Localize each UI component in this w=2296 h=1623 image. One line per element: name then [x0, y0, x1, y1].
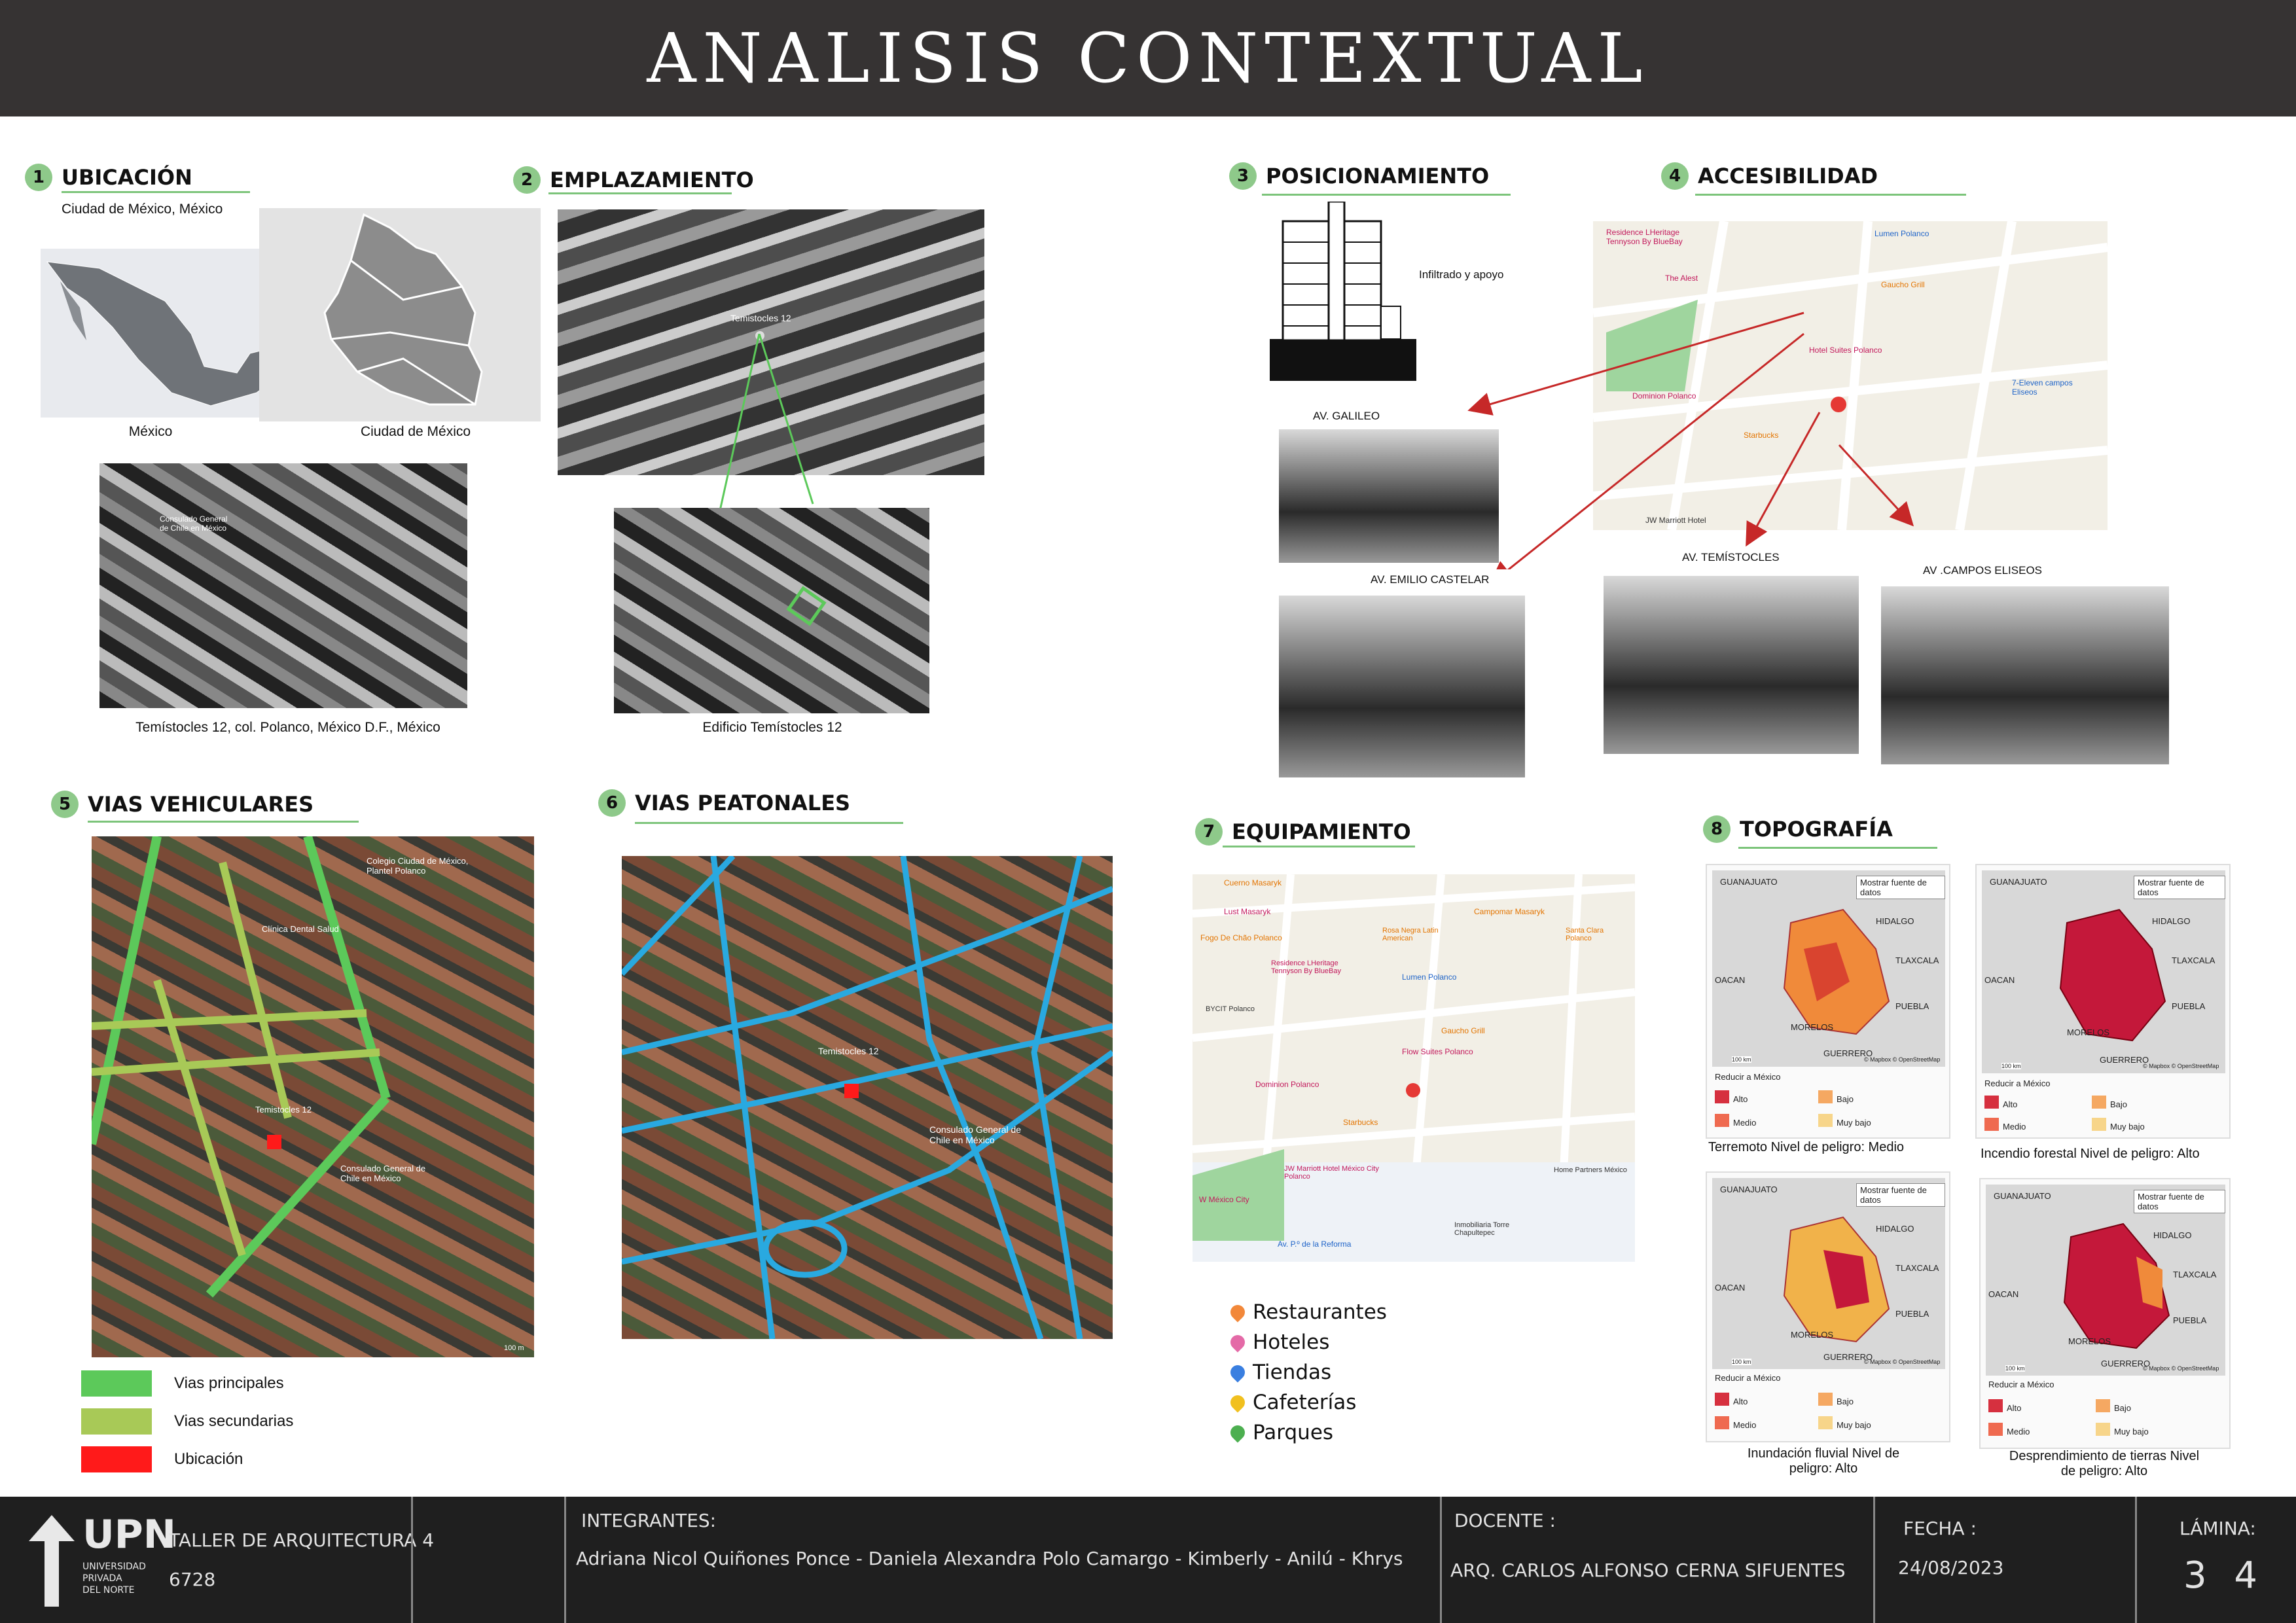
cdmx-map	[259, 208, 541, 421]
title-underline	[1738, 847, 1937, 849]
equipment-map	[1193, 874, 1635, 1262]
map-label: Consulado General de Chile en México	[929, 1124, 1022, 1145]
hazard-caption: Incendio forestal Nivel de peligro: Alto	[1981, 1147, 2200, 1161]
section-number: 3	[1229, 162, 1257, 190]
map-credit: © Mapbox © OpenStreetMap	[1864, 1359, 1941, 1365]
caption-mexico: México	[128, 424, 173, 439]
section-title: EQUIPAMIENTO	[1232, 819, 1411, 844]
state-label: HIDALGO	[2152, 916, 2191, 926]
map-pin-icon	[1227, 1332, 1247, 1352]
map-pin-icon	[1227, 1422, 1247, 1442]
map-credit: © Mapbox © OpenStreetMap	[1864, 1056, 1941, 1063]
map-label: Starbucks	[1744, 431, 1779, 440]
state-label: TLAXCALA	[1895, 1263, 1939, 1273]
title-underline	[635, 822, 903, 824]
show-source-button[interactable]: Mostrar fuente de datos	[2134, 1190, 2225, 1213]
fecha-label: FECHA :	[1903, 1518, 1977, 1539]
page-title: ANALISIS CONTEXTUAL	[647, 18, 1649, 98]
pin-label: Temistocles 12	[730, 313, 791, 323]
map-label: Cuerno Masaryk	[1224, 878, 1282, 887]
map-label: Colegio Ciudad de México, Plantel Polanco	[367, 856, 469, 876]
state-label: GUERRERO	[2100, 1055, 2149, 1065]
legend-label: Restaurantes	[1253, 1300, 1387, 1324]
hazard-map	[1712, 1178, 1945, 1369]
legend-label: Tiendas	[1253, 1361, 1332, 1384]
legend-swatch	[1988, 1399, 2003, 1412]
state-label: GUANAJUATO	[1720, 1185, 1778, 1194]
legend-label: Hoteles	[1253, 1330, 1330, 1354]
legend-label: Ubicación	[174, 1450, 243, 1468]
legend-label: Bajo	[2110, 1099, 2128, 1109]
legend-label: Bajo	[1837, 1397, 1854, 1406]
title-underline	[1262, 194, 1511, 196]
hazard-caption: Terremoto Nivel de peligro: Medio	[1708, 1140, 1905, 1154]
section-number: 8	[1703, 815, 1731, 843]
section-5-header	[51, 791, 314, 818]
map-label: Hotel Suites Polanco	[1809, 346, 1882, 355]
legend-label: Alto	[2007, 1403, 2022, 1413]
roads-overlay-icon	[92, 836, 534, 1357]
show-source-button[interactable]: Mostrar fuente de datos	[2134, 876, 2225, 899]
map-label: The Alest	[1665, 274, 1698, 283]
divider	[564, 1497, 566, 1623]
label-av-galileo: AV. GALILEO	[1313, 410, 1380, 422]
street-photo-castelar	[1279, 596, 1525, 777]
map-label: Dominion Polanco	[1632, 391, 1696, 401]
state-label: HIDALGO	[2153, 1230, 2192, 1240]
map-scale: 100 km	[1732, 1359, 1751, 1365]
legend-label: Medio	[2007, 1427, 2030, 1436]
caption-cdmx: Ciudad de México	[360, 424, 471, 439]
legend-swatch	[1818, 1090, 1833, 1103]
lamina-label: LÁMINA:	[2179, 1518, 2256, 1539]
map-pin-icon	[1227, 1362, 1247, 1382]
section-2-header	[513, 166, 754, 194]
upn-logo	[29, 1512, 176, 1607]
map-label: Clínica Dental Salud	[262, 924, 339, 934]
state-label: PUEBLA	[2173, 1315, 2207, 1325]
zoom-out-link[interactable]: Reducir a México	[1715, 1373, 1781, 1383]
map-credit: © Mapbox © OpenStreetMap	[2143, 1063, 2219, 1069]
zoom-out-link[interactable]: Reducir a México	[1984, 1079, 2051, 1088]
roads-legend	[81, 1370, 293, 1472]
map-label: Campomar Masaryk	[1474, 907, 1545, 916]
building-section-drawing	[1270, 202, 1416, 381]
section-title: ACCESIBILIDAD	[1698, 164, 1878, 188]
state-label: OACAN	[1984, 975, 2015, 985]
legend-swatch	[2092, 1096, 2106, 1109]
state-label: HIDALGO	[1876, 1224, 1914, 1234]
cdmx-outline-icon	[259, 208, 541, 421]
state-label: GUERRERO	[1823, 1048, 1873, 1058]
access-arrows	[1466, 308, 1924, 569]
logo-subtext: UNIVERSIDAD PRIVADA DEL NORTE	[82, 1561, 146, 1596]
legend-row	[81, 1370, 293, 1397]
map-label: Lust Masaryk	[1224, 907, 1271, 916]
sidewalks-overlay-icon	[622, 856, 1113, 1339]
legend-row	[81, 1446, 293, 1472]
label-av-campos: AV .CAMPOS ELISEOS	[1923, 564, 2043, 577]
legend-row	[1230, 1327, 1387, 1357]
legend-row	[1230, 1387, 1387, 1418]
legend-label: Muy bajo	[2114, 1427, 2149, 1436]
zoom-connector-lines	[713, 334, 818, 510]
legend-label: Bajo	[2114, 1403, 2132, 1413]
title-block-footer	[0, 1497, 2296, 1623]
legend-label: Medio	[2003, 1122, 2026, 1132]
aerial-label: Consulado General de Chile en México	[160, 514, 228, 533]
map-label: 7-Eleven campos Eliseos	[2012, 378, 2073, 397]
state-label: MORELOS	[1791, 1330, 1834, 1340]
location-subtitle: Ciudad de México, México	[62, 202, 223, 217]
hazard-map-card	[1975, 864, 2231, 1139]
docente-label: DOCENTE :	[1454, 1510, 1556, 1531]
map-scale: 100 km	[1732, 1056, 1751, 1063]
legend-swatch	[2092, 1118, 2106, 1131]
section-7-header	[1195, 818, 1411, 846]
divider	[411, 1497, 413, 1623]
course-name: TALLER DE ARQUITECTURA 4	[169, 1529, 435, 1551]
street-photo-campos	[1881, 586, 2169, 764]
state-label: MORELOS	[1791, 1022, 1834, 1032]
integrantes-label: INTEGRANTES:	[581, 1510, 717, 1531]
section-3-header	[1229, 162, 1489, 190]
section-number: 5	[51, 791, 79, 818]
map-label: Fogo De Chão Polanco	[1200, 933, 1282, 942]
fecha-value: 24/08/2023	[1898, 1557, 2004, 1578]
section-title: UBICACIÓN	[62, 165, 192, 190]
map-label: JW Marriott Hotel	[1645, 516, 1706, 525]
section-title: POSICIONAMIENTO	[1266, 164, 1490, 188]
section-number: 2	[513, 166, 541, 194]
legend-swatch	[81, 1446, 152, 1472]
section-title: EMPLAZAMIENTO	[550, 168, 754, 192]
hazard-map	[1986, 1185, 2225, 1376]
section-title: VIAS PEATONALES	[635, 791, 851, 815]
legend-label: Muy bajo	[2110, 1122, 2145, 1132]
state-label: OACAN	[1715, 975, 1746, 985]
title-underline	[62, 191, 250, 193]
legend-swatch	[2096, 1423, 2110, 1436]
course-code: 6728	[169, 1569, 216, 1590]
pedestrian-roads-map	[622, 856, 1113, 1339]
legend-row	[1230, 1418, 1387, 1448]
map-label: BYCIT Polanco	[1206, 1005, 1255, 1013]
section-number: 4	[1661, 162, 1689, 190]
state-label: TLAXCALA	[2172, 955, 2215, 965]
zoom-out-link[interactable]: Reducir a México	[1715, 1072, 1781, 1082]
divider	[1440, 1497, 1442, 1623]
section-number: 7	[1195, 818, 1223, 846]
map-pin-icon	[1227, 1302, 1247, 1322]
state-label: OACAN	[1988, 1289, 2019, 1299]
state-label: OACAN	[1715, 1283, 1746, 1293]
docente-name-a: ARQ. CARLOS ALFONSO	[1450, 1560, 1669, 1581]
legend-swatch	[1984, 1118, 1999, 1131]
aerial-photo-building	[614, 508, 929, 713]
title-underline	[548, 192, 732, 194]
building-marker-icon	[786, 586, 826, 626]
label-av-temistocles: AV. TEMÍSTOCLES	[1682, 551, 1780, 563]
street-photo-temistocles	[1604, 576, 1859, 754]
section-title: VIAS VEHICULARES	[88, 792, 314, 817]
caption-building: Edificio Temístocles 12	[702, 720, 842, 735]
state-label: HIDALGO	[1876, 916, 1914, 926]
map-credit: © Mapbox © OpenStreetMap	[2143, 1365, 2219, 1372]
map-label: Temistocles 12	[818, 1046, 879, 1056]
hazard-map	[1982, 870, 2225, 1073]
hazard-map-card	[1979, 1178, 2231, 1449]
label-av-castelar: AV. EMILIO CASTELAR	[1371, 573, 1490, 586]
section-number: 6	[598, 789, 626, 817]
legend-swatch	[81, 1370, 152, 1397]
legend-label: Muy bajo	[1837, 1420, 1871, 1430]
map-label: Flow Suites Polanco	[1402, 1047, 1473, 1056]
state-label: GUANAJUATO	[1990, 877, 2047, 887]
hazard-map-card	[1706, 864, 1950, 1139]
map-label: Santa Clara Polanco	[1566, 927, 1604, 942]
state-label: TLAXCALA	[2173, 1270, 2217, 1279]
legend-label: Alto	[1733, 1094, 1748, 1104]
map-label: Gaucho Grill	[1881, 280, 1925, 289]
caption-address: Temístocles 12, col. Polanco, México D.F., México	[135, 720, 440, 735]
state-label: MORELOS	[2067, 1027, 2110, 1037]
section-label: Infiltrado y apoyo	[1419, 268, 1504, 281]
state-label: GUERRERO	[1823, 1352, 1873, 1362]
lamina-number: 3 4	[2183, 1554, 2266, 1597]
map-label: Temistocles 12	[255, 1105, 312, 1115]
map-label: Av. P.º de la Reforma	[1278, 1240, 1352, 1249]
divider	[2135, 1497, 2137, 1623]
section-4-header	[1661, 162, 1878, 190]
legend-row	[81, 1408, 293, 1435]
map-label: W México City	[1199, 1195, 1249, 1204]
state-label: TLAXCALA	[1895, 955, 1939, 965]
legend-label: Vias principales	[174, 1374, 284, 1392]
legend-swatch	[1715, 1393, 1729, 1406]
legend-swatch	[1715, 1416, 1729, 1429]
state-label: GUANAJUATO	[1994, 1191, 2051, 1201]
section-number: 1	[25, 164, 52, 191]
map-label: Rosa Negra Latin American	[1382, 927, 1439, 942]
title-underline	[1223, 846, 1415, 847]
show-source-button[interactable]: Mostrar fuente de datos	[1856, 1183, 1945, 1207]
aerial-photo-location	[99, 463, 467, 708]
state-label: PUEBLA	[1895, 1309, 1929, 1319]
legend-swatch	[1715, 1090, 1729, 1103]
legend-label: Bajo	[1837, 1094, 1854, 1104]
legend-label: Muy bajo	[1837, 1118, 1871, 1128]
map-label: Inmobiliaria Torre Chapultepec	[1454, 1221, 1510, 1237]
legend-label: Parques	[1253, 1421, 1334, 1444]
vehicular-roads-map	[92, 836, 534, 1357]
legend-swatch	[1715, 1114, 1729, 1127]
map-pin-icon	[1227, 1392, 1247, 1412]
mexico-map	[41, 249, 292, 418]
map-scale: 100 km	[2001, 1063, 2021, 1069]
legend-label: Cafeterías	[1253, 1391, 1357, 1414]
upn-arrow-icon	[29, 1515, 75, 1607]
hazard-caption: Inundación fluvial Nivel de peligro: Alto	[1747, 1446, 1900, 1476]
hazard-caption: Desprendimiento de tierras Nivel de peligro: Alto	[2009, 1449, 2200, 1478]
map-label: Dominion Polanco	[1255, 1080, 1319, 1089]
legend-label: Alto	[2003, 1099, 2018, 1109]
legend-label: Alto	[1733, 1397, 1748, 1406]
legend-swatch	[81, 1408, 152, 1435]
mexico-outline-icon	[41, 249, 292, 418]
map-label: Starbucks	[1343, 1118, 1378, 1127]
hazard-map-card	[1706, 1171, 1950, 1442]
zoom-out-link[interactable]: Reducir a México	[1988, 1380, 2054, 1389]
docente-name-b: CERNA SIFUENTES	[1676, 1560, 1846, 1581]
legend-label: Vias secundarias	[174, 1412, 294, 1430]
section-title: TOPOGRAFÍA	[1740, 817, 1893, 842]
title-underline	[88, 821, 359, 823]
section-1-header	[25, 164, 192, 191]
divider	[1873, 1497, 1875, 1623]
legend-swatch	[2096, 1399, 2110, 1412]
section-8-header	[1703, 815, 1893, 843]
map-label: Lumen Polanco	[1874, 229, 1929, 238]
map-label: Residence LHeritage Tennyson By BlueBay	[1271, 959, 1342, 975]
legend-row	[1230, 1357, 1387, 1387]
map-label: Home Partners México	[1554, 1166, 1627, 1174]
legend-swatch	[1818, 1393, 1833, 1406]
map-label: Lumen Polanco	[1402, 972, 1457, 982]
legend-label: Medio	[1733, 1420, 1757, 1430]
state-label: GUERRERO	[2101, 1359, 2151, 1368]
hazard-map	[1712, 870, 1945, 1067]
equipment-legend	[1230, 1297, 1387, 1448]
state-label: MORELOS	[2068, 1336, 2111, 1346]
legend-swatch	[1984, 1096, 1999, 1109]
show-source-button[interactable]: Mostrar fuente de datos	[1856, 876, 1945, 899]
map-label: Residence LHeritage Tennyson By BlueBay	[1606, 228, 1683, 246]
hazard-region-icon	[1982, 870, 2225, 1073]
title-underline	[1695, 194, 1966, 196]
hazard-region-icon	[1712, 870, 1945, 1067]
legend-label: Medio	[1733, 1118, 1757, 1128]
map-label: JW Marriott Hotel México City Polanco	[1284, 1165, 1379, 1181]
state-label: GUANAJUATO	[1720, 877, 1778, 887]
legend-swatch	[1818, 1416, 1833, 1429]
section-6-header	[598, 789, 850, 817]
integrantes-names: Adriana Nicol Quiñones Ponce - Daniela Alexandra Polo Camargo - Kimberly - Anilú - Khrys	[576, 1548, 1403, 1569]
legend-swatch	[1818, 1114, 1833, 1127]
title-banner	[0, 0, 2296, 116]
legend-row	[1230, 1297, 1387, 1327]
map-scale: 100 m	[504, 1344, 524, 1352]
state-label: PUEBLA	[1895, 1001, 1929, 1011]
logo-text: UPN	[82, 1512, 176, 1558]
state-label: PUEBLA	[2172, 1001, 2206, 1011]
map-scale: 100 km	[2005, 1365, 2025, 1372]
map-label: Consulado General de Chile en México	[340, 1164, 426, 1183]
building-section-icon	[1270, 202, 1416, 381]
map-label: Gaucho Grill	[1441, 1026, 1485, 1035]
legend-swatch	[1988, 1423, 2003, 1436]
